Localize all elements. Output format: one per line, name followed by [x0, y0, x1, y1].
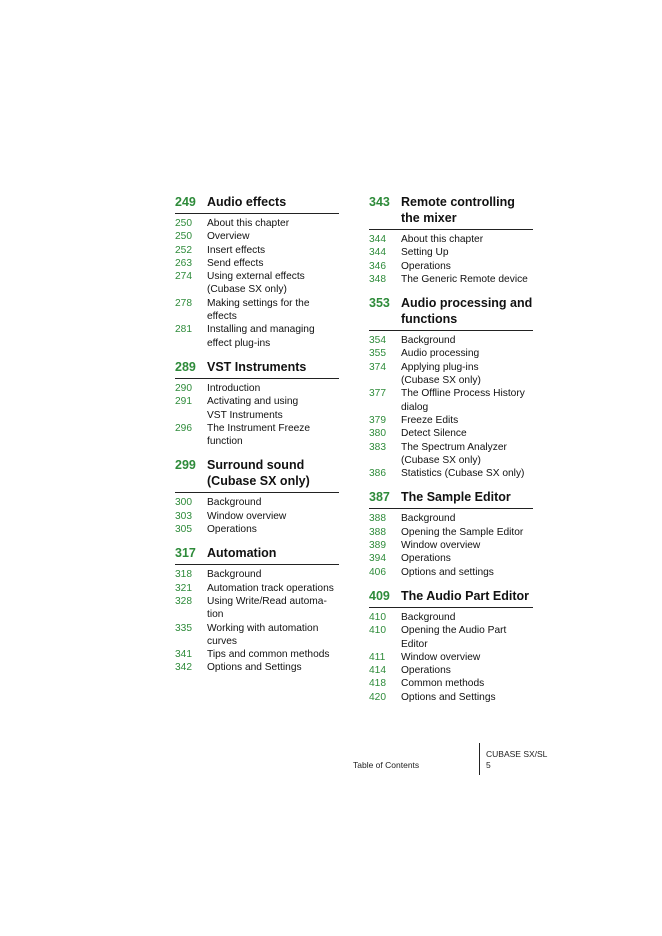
entry-title: Common methods [401, 678, 485, 690]
toc-entry[interactable] [175, 217, 339, 230]
chapter-heading[interactable] [175, 545, 339, 565]
entry-title: Options and settings [401, 566, 494, 578]
entry-title: Window overview [401, 651, 481, 663]
toc-entry[interactable] [175, 395, 339, 422]
entry-title: Tips and common methods [207, 649, 330, 661]
entry-page-number: 348 [369, 273, 386, 285]
entry-page-number: 342 [175, 662, 192, 674]
chapter-heading[interactable] [369, 194, 533, 230]
chapter-heading[interactable] [175, 194, 339, 214]
entry-page-number: 344 [369, 234, 386, 245]
entry-title: Working with automation curves [207, 622, 319, 647]
toc-entry[interactable] [369, 246, 533, 259]
chapter-title: The Sample Editor [401, 490, 511, 505]
entry-title: Introduction [207, 382, 261, 394]
toc-chapter [369, 489, 533, 578]
entry-page-number: 341 [175, 649, 192, 661]
toc-entry[interactable] [175, 422, 339, 449]
entry-title: Background [207, 497, 262, 509]
chapter-page-number: 387 [369, 490, 390, 505]
toc-entry[interactable] [369, 566, 533, 579]
entry-page-number: 346 [369, 260, 386, 272]
entry-title: Setting Up [401, 247, 449, 259]
toc-entry[interactable] [369, 552, 533, 565]
chapter-page-number: 289 [175, 359, 196, 374]
entry-title: Options and Settings [401, 691, 496, 703]
entry-page-number: 335 [175, 622, 192, 634]
entry-title: About this chapter [207, 218, 290, 229]
toc-chapter [175, 545, 339, 674]
toc-entry[interactable] [369, 677, 533, 690]
entry-page-number: 355 [369, 348, 386, 360]
toc-entry[interactable] [175, 270, 339, 297]
entry-page-number: 291 [175, 396, 192, 408]
entry-title: Installing and managing effect plug-ins [207, 324, 315, 349]
toc-entry[interactable] [369, 467, 533, 480]
toc-chapter [369, 194, 533, 286]
chapter-heading[interactable] [369, 588, 533, 608]
toc-entry[interactable] [369, 512, 533, 525]
toc-entry[interactable] [369, 651, 533, 664]
entry-title: Opening the Audio Part Editor [401, 625, 507, 650]
entry-page-number: 418 [369, 678, 386, 690]
entry-page-number: 300 [175, 497, 192, 509]
entry-title: Insert effects [207, 244, 266, 256]
entry-title: Freeze Edits [401, 414, 459, 426]
toc-column-right [369, 194, 533, 713]
toc-entry[interactable] [175, 582, 339, 595]
toc-entry[interactable] [369, 624, 533, 651]
toc-entry[interactable] [369, 233, 533, 246]
toc-entry[interactable] [369, 361, 533, 388]
chapter-heading[interactable] [175, 359, 339, 379]
entry-page-number: 414 [369, 665, 386, 677]
entry-page-number: 318 [175, 569, 192, 581]
toc-entry[interactable] [369, 387, 533, 414]
toc-chapter [175, 457, 339, 536]
entry-title: Send effects [207, 257, 264, 269]
toc-chapter [369, 588, 533, 704]
toc-entry[interactable] [369, 526, 533, 539]
chapter-heading[interactable] [175, 457, 339, 493]
entry-title: Options and Settings [207, 662, 302, 674]
entry-title: Audio processing [401, 348, 480, 360]
toc-entry[interactable] [369, 334, 533, 347]
entry-page-number: 388 [369, 526, 386, 538]
toc-column-left [175, 194, 339, 684]
toc-entry[interactable] [369, 427, 533, 440]
toc-chapter [369, 295, 533, 480]
entry-page-number: 374 [369, 361, 386, 373]
toc-entry[interactable] [175, 257, 339, 270]
entry-title: Window overview [207, 510, 287, 522]
toc-entry[interactable] [175, 648, 339, 661]
entry-page-number: 305 [175, 524, 192, 536]
entry-title: Background [401, 513, 456, 525]
toc-entry[interactable] [175, 622, 339, 649]
entry-title: Using Write/Read automa- tion [207, 595, 327, 621]
footer-section-label: Table of Contents [353, 760, 420, 770]
entry-title: The Spectrum Analyzer (Cubase SX only) [401, 441, 507, 466]
chapter-title: Automation [207, 546, 277, 561]
entry-page-number: 388 [369, 513, 386, 525]
toc-chapter [175, 194, 339, 350]
entry-title: Operations [401, 260, 451, 272]
chapter-page-number: 317 [175, 546, 196, 561]
entry-title: Detect Silence [401, 428, 467, 440]
footer-product-name: CUBASE SX/SL [486, 749, 548, 759]
toc-entry[interactable] [175, 510, 339, 523]
chapter-title: Audio effects [207, 195, 287, 209]
entry-title: Statistics (Cubase SX only) [401, 468, 525, 480]
entry-page-number: 383 [369, 441, 386, 453]
toc-entry[interactable] [369, 414, 533, 427]
entry-page-number: 290 [175, 382, 192, 394]
entry-page-number: 411 [369, 651, 386, 663]
footer-divider [479, 743, 480, 775]
toc-entry[interactable] [175, 568, 339, 581]
entry-page-number: 278 [175, 297, 192, 309]
entry-page-number: 410 [369, 625, 386, 637]
chapter-page-number: 409 [369, 588, 390, 603]
footer-page-number: 5 [486, 760, 491, 770]
entry-page-number: 328 [175, 595, 192, 607]
entry-page-number: 410 [369, 611, 386, 623]
toc-entry[interactable] [369, 273, 533, 286]
toc-entry[interactable] [175, 661, 339, 674]
entry-page-number: 386 [369, 468, 386, 480]
entry-title: Operations [401, 553, 451, 565]
entry-page-number: 380 [369, 428, 386, 440]
chapter-page-number: 353 [369, 296, 390, 311]
chapter-page-number: 299 [175, 458, 196, 473]
entry-page-number: 420 [369, 691, 386, 703]
entry-page-number: 344 [369, 247, 386, 259]
entry-title: Background [207, 569, 262, 581]
chapter-title: Surround sound (Cubase SX only) [207, 458, 310, 489]
entry-title: About this chapter [401, 234, 484, 245]
entry-title: Applying plug-ins (Cubase SX only) [401, 361, 481, 387]
entry-page-number: 296 [175, 422, 192, 434]
entry-page-number: 406 [369, 566, 386, 578]
entry-page-number: 394 [369, 553, 386, 565]
chapter-page-number: 343 [369, 195, 390, 209]
toc-entry[interactable] [369, 539, 533, 552]
toc-entry[interactable] [175, 297, 339, 324]
entry-title: Using external effects (Cubase SX only) [207, 271, 305, 296]
toc-entry[interactable] [175, 230, 339, 243]
toc-entry[interactable] [369, 441, 533, 468]
chapter-title: The Audio Part Editor [401, 588, 530, 603]
entry-title: Making settings for the effects [207, 297, 310, 323]
toc-entry[interactable] [175, 382, 339, 395]
toc-entry[interactable] [175, 523, 339, 536]
entry-title: Activating and using VST Instruments [207, 396, 299, 421]
entry-title: The Generic Remote device [401, 273, 528, 285]
entry-page-number: 321 [175, 582, 192, 594]
entry-page-number: 354 [369, 335, 386, 347]
entry-title: Window overview [401, 540, 481, 552]
chapter-title: VST Instruments [207, 359, 307, 374]
entry-page-number: 274 [175, 271, 192, 283]
entry-page-number: 281 [175, 324, 192, 336]
chapter-title: Audio processing and functions [401, 296, 533, 327]
chapter-heading[interactable] [369, 295, 533, 331]
toc-entry[interactable] [369, 347, 533, 360]
entry-title: Operations [401, 665, 451, 677]
entry-title: Operations [207, 524, 257, 536]
toc-entry[interactable] [369, 611, 533, 624]
toc-entry[interactable] [369, 664, 533, 677]
chapter-heading[interactable] [369, 489, 533, 509]
entry-page-number: 250 [175, 218, 192, 229]
entry-page-number: 263 [175, 257, 192, 269]
entry-title: Background [401, 335, 456, 347]
entry-page-number: 252 [175, 244, 192, 256]
entry-title: The Instrument Freeze function [207, 422, 311, 448]
toc-entry[interactable] [175, 496, 339, 509]
entry-page-number: 389 [369, 540, 386, 552]
toc-entry[interactable] [175, 323, 339, 350]
entry-title: Overview [207, 231, 250, 243]
entry-title: Automation track operations [207, 582, 334, 594]
chapter-title: Remote controlling the mixer [401, 195, 515, 225]
chapter-page-number: 249 [175, 195, 196, 209]
toc-entry[interactable] [369, 260, 533, 273]
toc-entry[interactable] [369, 691, 533, 704]
entry-page-number: 303 [175, 510, 192, 522]
entry-page-number: 379 [369, 414, 386, 426]
entry-title: Background [401, 611, 456, 623]
toc-entry[interactable] [175, 244, 339, 257]
toc-entry[interactable] [175, 595, 339, 622]
entry-title: The Offline Process History dialog [401, 388, 525, 413]
entry-page-number: 250 [175, 231, 192, 243]
entry-title: Opening the Sample Editor [401, 526, 524, 538]
toc-chapter [175, 359, 339, 448]
entry-page-number: 377 [369, 388, 386, 400]
